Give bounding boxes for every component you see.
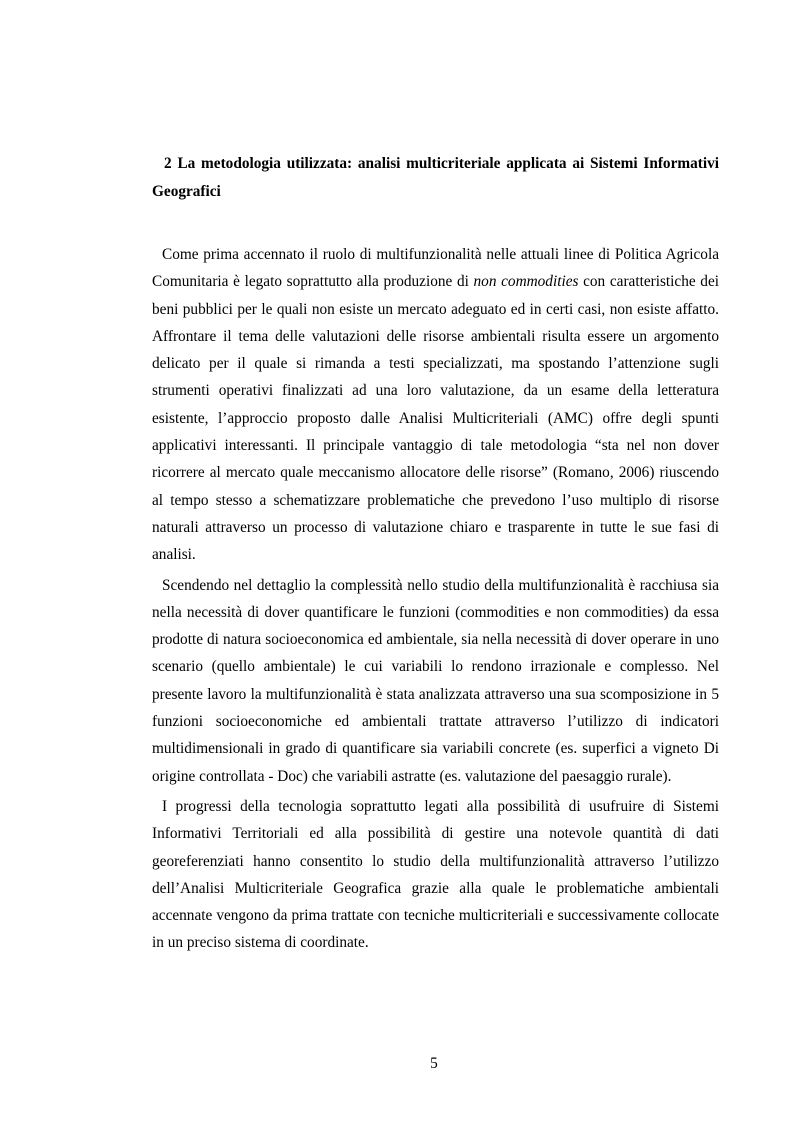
paragraph-1-text-before: Come prima accennato il ruolo di multifunzionalità nelle attuali linee di Politica Agricola Comunitaria è legato soprattutto alla produzione di xyxy=(152,246,719,291)
section-number: 2 xyxy=(164,155,172,172)
paragraph-3: I progressi della tecnologia soprattutto legati alla possibilità di usufruire di Sistemi Informativi Territoriali ed alla possibilità di gestire una notevole quantità di dati georeferenziati hanno consentito lo studio della multifunzionalità attraverso l’utilizzo dell’Analisi Multicriteriale Geografica grazie alla quale le problematiche ambientali accennate vengono da prima trattate con tecniche multicriteriali e successivamente collocate in un preciso sistema di coordinate. xyxy=(152,797,719,952)
paragraph-2: Scendendo nel dettaglio la complessità nello studio della multifunzionalità è racchiusa sia nella necessità di dover quantificare le funzioni (commodities e non commodities) da essa prodotte di natura socioeconomica ed ambientale, sia nella necessità di dover operare in uno scenario (quello ambientale) le cui variabili lo rendono irrazionale e complesso. Nel presente lavoro la multifunzionalità è stata analizzata attraverso una sua scomposizione in 5 funzioni socioeconomiche ed ambientali trattate attraverso l’utilizzo di indicatori multidimensionali in grado di quantificare sia variabili concrete (es. superfici a vigneto Di origine controllata - Doc) che variabili astratte (es. valutazione del paesaggio rurale). xyxy=(152,576,719,785)
page-content xyxy=(152,150,719,957)
paragraph-1 xyxy=(152,241,719,569)
section-heading xyxy=(152,150,719,206)
section-title: La metodologia utilizzata: analisi multicriteriale applicata ai Sistemi Informativi Geografici xyxy=(152,155,720,200)
paragraph-1-text-after: con caratteristiche dei beni pubblici per le quali non esiste un mercato adeguato ed in certi casi, non esiste affatto. Affrontare il tema delle valutazioni delle risorse ambientali risulta essere un argomento delicato per il quale si rimanda a testi specializzati, ma spostando l’attenzione sugli strumenti operativi finalizzati ad una loro valutazione, da un esame della letteratura esistente, l’approccio proposto dalle Analisi Multicriteriali (AMC) offre degli spunti applicativi interessanti. Il principale vantaggio di tale metodologia “sta nel non dover ricorrere al mercato quale meccanismo allocatore delle risorse” (Romano, 2006) riuscendo al tempo stesso a schematizzare problematiche che prevedono l’uso multiplo di risorse naturali attraverso un processo di valutazione chiaro e trasparente in tutte le sue fasi di analisi. xyxy=(152,273,719,564)
paragraph-1-emphasis: non commodities xyxy=(473,273,579,291)
page-number: 5 xyxy=(430,1055,438,1072)
